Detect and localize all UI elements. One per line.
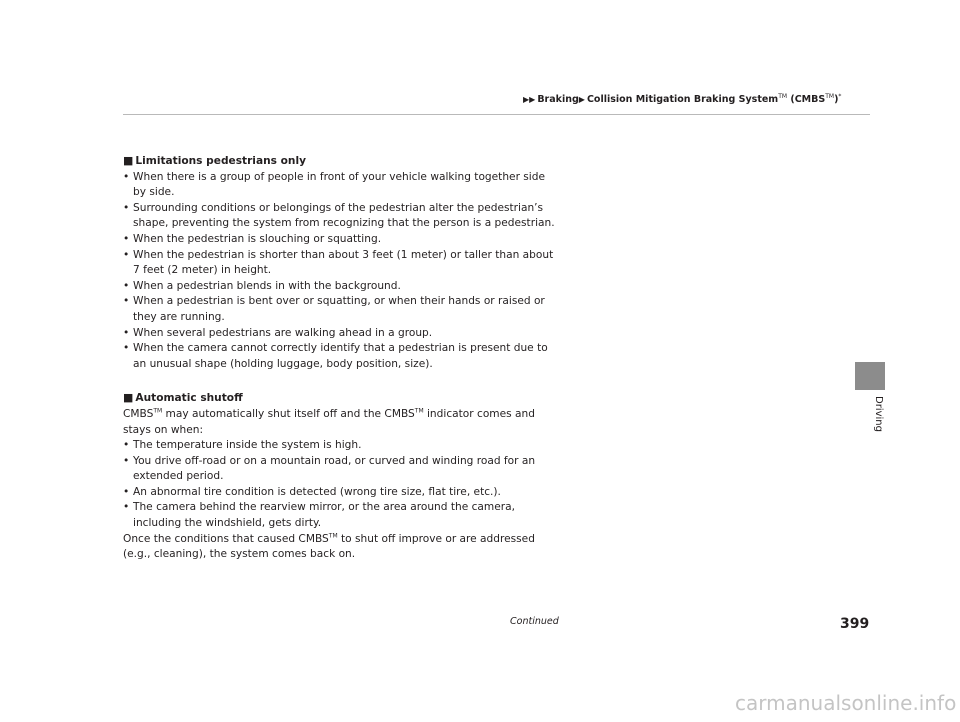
list-item: • The camera behind the rearview mirror, or the area around the camera, including the windshield, gets dirty. (123, 501, 515, 530)
list-item: • When a pedestrian is bent over or squatting, or when their hands or raised or they are running. (123, 295, 545, 323)
trademark-mark: TM (825, 92, 835, 100)
list-item: • An abnormal tire condition is detected (wrong tire size, flat tire, etc.). (123, 485, 559, 501)
section-title-limitations: ■ Limitations pedestrians only (123, 154, 306, 167)
page-number: 399 (840, 616, 870, 632)
trademark-mark: TM (153, 407, 163, 415)
chapter-label: Driving (873, 396, 884, 432)
list-item: • When several pedestrians are walking ahead in a group. (123, 326, 559, 342)
chapter-tab-marker (855, 362, 885, 390)
shutoff-outro: Once the conditions that caused CMBS™ to shut off improve or are addressed (e.g., cleaning), the system comes back on. (123, 532, 535, 561)
breadcrumb: ▶▶ Braking▶ Collision Mitigation Braking System™ (CMBS™)* (523, 92, 842, 105)
bullet-icon: • (123, 342, 130, 355)
bullet-icon: • (123, 279, 130, 292)
bullet-icon: • (123, 170, 130, 183)
shutoff-intro: CMBS™ may automatically shut itself off and the CMBS™ indicator comes and stays on when: (123, 407, 535, 436)
breadcrumb-arrow-icon: ▶ (578, 95, 585, 104)
bullet-icon: • (123, 439, 130, 452)
list-item: • When the pedestrian is slouching or squatting. (123, 232, 559, 248)
trademark-mark: TM (778, 92, 788, 100)
section-square-icon: ■ (123, 154, 134, 167)
continued-label: Continued (510, 616, 559, 627)
header-divider (123, 114, 870, 115)
bullet-icon: • (123, 295, 130, 308)
list-item: • When there is a group of people in front of your vehicle walking together side by side. (123, 170, 545, 199)
list-item: • When the camera cannot correctly identify that a pedestrian is present due to an unusual shape (holding luggage, body position, size). (123, 342, 548, 370)
breadcrumb-arrow-icon: ▶▶ (523, 95, 536, 104)
bullet-icon: • (123, 232, 130, 245)
bullet-icon: • (123, 201, 130, 214)
trademark-mark: TM (414, 407, 424, 415)
watermark-text: carmanualsonline.info (735, 691, 957, 715)
limitations-list (123, 170, 559, 373)
main-content (123, 151, 559, 563)
list-item: • When the pedestrian is shorter than about 3 feet (1 meter) or taller than about 7 feet (2 meter) in height. (123, 248, 554, 277)
list-item: • Surrounding conditions or belongings of the pedestrian alter the pedestrian’s shape, preventing the system from recognizing that the person is a pedestrian. (123, 201, 555, 230)
list-item: • The temperature inside the system is high. (123, 438, 559, 454)
breadcrumb-cmbs: Collision Mitigation Braking System (586, 94, 779, 105)
asterisk-mark: * (838, 92, 842, 100)
bullet-icon: • (123, 485, 130, 498)
bullet-icon: • (123, 326, 130, 339)
section-square-icon: ■ (123, 391, 134, 405)
trademark-mark: TM (328, 532, 338, 540)
list-item: • When a pedestrian blends in with the background. (123, 279, 559, 295)
shutoff-list (123, 438, 559, 532)
list-item: • You drive off-road or on a mountain road, or curved and winding road for an extended period. (123, 454, 536, 483)
bullet-icon: • (123, 248, 130, 261)
bullet-icon: • (123, 501, 130, 514)
breadcrumb-braking: Braking (537, 94, 579, 105)
section-title-automatic-shutoff: ■ Automatic shutoff (123, 391, 243, 405)
bullet-icon: • (123, 454, 130, 467)
